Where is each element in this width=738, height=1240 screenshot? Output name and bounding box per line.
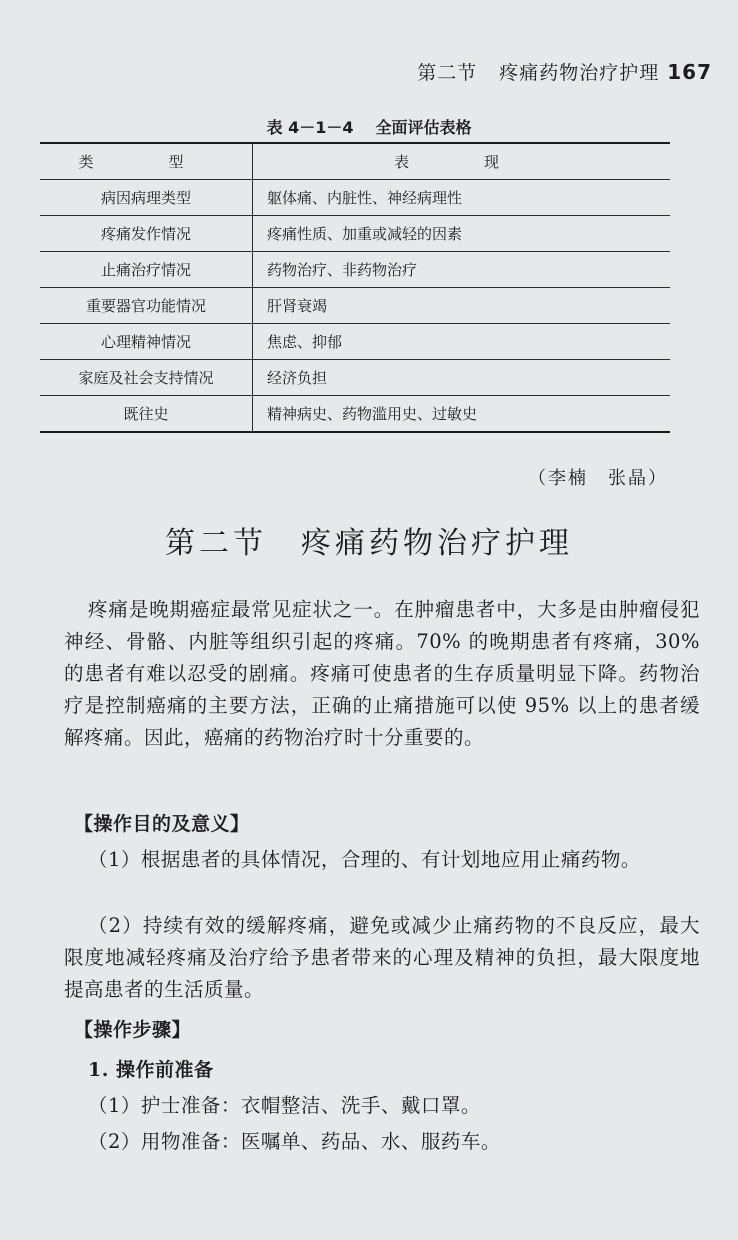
- purpose-item-2: （2）持续有效的缓解疼痛，避免或减少止痛药物的不良反应，最大限度地减轻疼痛及治疗给予患者带来的心理及精神的负担，最大限度地提高患者的生活质量。: [64, 914, 700, 1001]
- assessment-table: [40, 142, 670, 433]
- table-header-row: [40, 143, 670, 180]
- table-caption-title: 全面评估表格: [375, 118, 472, 137]
- step-1-title: 1. 操作前准备: [88, 1059, 214, 1081]
- section-title: [0, 518, 738, 562]
- table-cell-type: 病因病理类型: [40, 180, 253, 216]
- running-head-section: 第二节: [417, 62, 478, 84]
- steps-heading: 【操作步骤】: [74, 1019, 192, 1041]
- table-cell-type: 家庭及社会支持情况: [40, 360, 253, 396]
- step-1-item-2: （2）用物准备：医嘱单、药品、水、服药车。: [88, 1130, 501, 1153]
- intro-paragraph: 疼痛是晚期癌症最常见症状之一。在肿瘤患者中，大多是由肿瘤侵犯神经、骨骼、内脏等组织引起的疼痛。70% 的晚期患者有疼痛，30% 的患者有难以忍受的剧痛。疼痛可使患者的生存质量明显下降。药物治疗是控制癌痛的主要方法，正确的止痛措施可以使 95% 以上的患者缓解疼痛。因此，癌痛的药物治疗时十分重要的。: [64, 598, 700, 749]
- table-cell-manifestation: 药物治疗、非药物治疗: [253, 252, 671, 288]
- table-header-type: 类 型: [40, 143, 253, 180]
- step-1-item-1: （1）护士准备：衣帽整洁、洗手、戴口罩。: [88, 1094, 481, 1117]
- table-row: [40, 396, 670, 433]
- table-row: [40, 288, 670, 324]
- running-head: [417, 58, 712, 85]
- authors: （李楠 张晶）: [528, 468, 668, 489]
- table-cell-manifestation: 躯体痛、内脏性、神经病理性: [253, 180, 671, 216]
- table-row: [40, 360, 670, 396]
- table-row: [40, 324, 670, 360]
- table-caption: [0, 115, 738, 138]
- purpose-item-1: （1）根据患者的具体情况，合理的、有计划地应用止痛药物。: [88, 848, 641, 871]
- table-cell-manifestation: 经济负担: [253, 360, 671, 396]
- table-cell-type: 既往史: [40, 396, 253, 433]
- purpose-heading: 【操作目的及意义】: [74, 813, 250, 835]
- table-cell-type: 重要器官功能情况: [40, 288, 253, 324]
- table-cell-manifestation: 疼痛性质、加重或减轻的因素: [253, 216, 671, 252]
- table-cell-type: 止痛治疗情况: [40, 252, 253, 288]
- table-cell-type: 心理精神情况: [40, 324, 253, 360]
- section-number: 第二节: [165, 526, 267, 561]
- section-title-text: 疼痛药物治疗护理: [301, 526, 573, 561]
- table-cell-manifestation: 肝肾衰竭: [253, 288, 671, 324]
- table-row: [40, 180, 670, 216]
- running-head-title: 疼痛药物治疗护理: [499, 62, 660, 84]
- page-number: 167: [667, 60, 712, 84]
- table-cell-manifestation: 焦虑、抑郁: [253, 324, 671, 360]
- table-caption-number: 表 4－1－4: [266, 118, 354, 137]
- table-header-manifestation: 表 现: [253, 143, 671, 180]
- table-cell-type: 疼痛发作情况: [40, 216, 253, 252]
- table-cell-manifestation: 精神病史、药物滥用史、过敏史: [253, 396, 671, 433]
- table-row: [40, 216, 670, 252]
- table-row: [40, 252, 670, 288]
